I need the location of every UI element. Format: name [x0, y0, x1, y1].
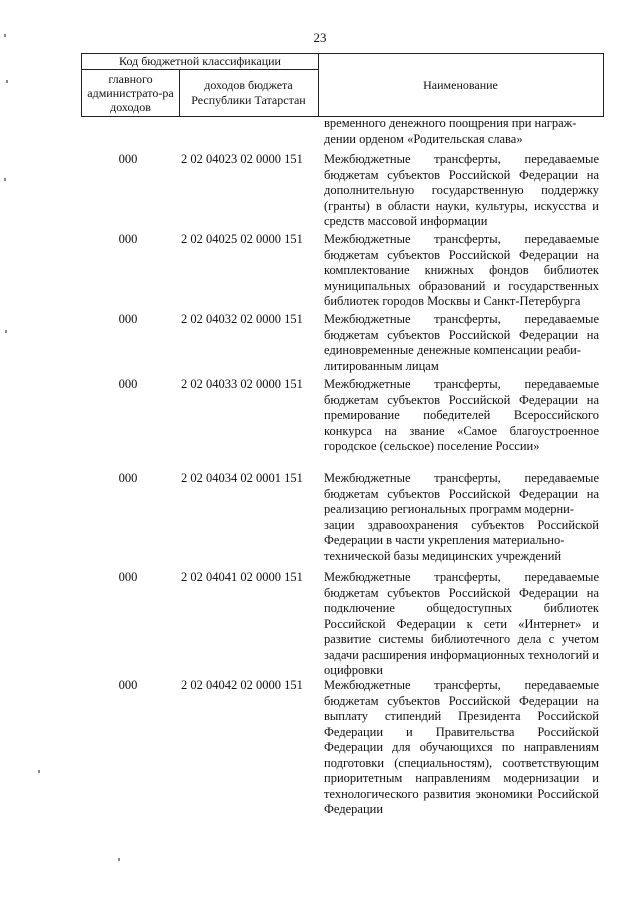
- header-admin-column: [82, 69, 180, 116]
- name-cell: Межбюджетные трансферты, передаваемые бюджетам субъектов Российской Федерации на подключение общедоступных библиотек Российской Федерации к сети «Интернет» и развитие системы библиотечного дела с учетом задачи расширения информационных технологий и оцифровки: [324, 570, 599, 677]
- name-cell: Межбюджетные трансферты, передаваемые бюджетам субъектов Российской Федерации на комплектование книжных фондов библиотек муниципальных образований и государственных библиотек городов Москвы и Санкт-Петербурга: [324, 232, 599, 308]
- name-cell: Межбюджетные трансферты, передаваемые бюджетам субъектов Российской Федерации на реализацию региональных программ модерни- зации здравоохранения субъектов Российской Федерации в части укрепления материально- технической базы медицинских учреждений: [324, 471, 599, 563]
- admin-code-cell: 000: [118, 678, 138, 692]
- scan-mark: [4, 34, 6, 37]
- header-code-column: [179, 69, 318, 116]
- scan-mark: [6, 80, 8, 83]
- table-header: [81, 53, 604, 117]
- name-cell: Межбюджетные трансферты, передаваемые бюджетам субъектов Российской Федерации на премирование победителей Всероссийского конкурса на звание «Самое благоустроенное городское (сельское) поселение России»: [324, 377, 599, 453]
- admin-code-cell: 000: [118, 471, 138, 485]
- revenue-code-cell: 2 02 04041 02 0000 151: [181, 570, 303, 584]
- header-code-label: доходов бюджета Республики Татарстан: [191, 77, 306, 107]
- scan-mark: [5, 330, 7, 333]
- admin-code-cell: 000: [118, 232, 138, 246]
- page-number: 23: [313, 30, 327, 45]
- revenue-code-cell: 2 02 04042 02 0000 151: [181, 678, 303, 692]
- name-cell: Межбюджетные трансферты, передаваемые бюджетам субъектов Российской Федерации на дополнительную государственную поддержку (гранты) в области науки, культуры, искусства и средств массовой информации: [324, 152, 599, 228]
- budget-classification-code-header: [82, 54, 319, 116]
- name-cell: Межбюджетные трансферты, передаваемые бюджетам субъектов Российской Федерации на единовременные денежные компенсации реаби- литированным лицам: [324, 312, 599, 373]
- header-name-column: [318, 54, 603, 116]
- name-cell: Межбюджетные трансферты, передаваемые бюджетам субъектов Российской Федерации на выплату стипендий Президента Российской Федерации и Правительства Российской Федерации для обучающихся по направлениям подготовки (специальностям), соответствующим приоритетным направлениям модернизации и технологического развития экономики Российской Федерации: [324, 678, 599, 816]
- admin-code-cell: 000: [118, 377, 138, 391]
- revenue-code-cell: 2 02 04034 02 0001 151: [181, 471, 303, 485]
- continued-name-text: временного денежного поощрения при награж- дении орденом «Родительская слава»: [324, 116, 577, 146]
- scan-mark: [118, 858, 120, 861]
- header-name-label: Наименование: [423, 77, 498, 92]
- scan-mark: [4, 178, 6, 181]
- admin-code-cell: 000: [118, 570, 138, 584]
- revenue-code-cell: 2 02 04032 02 0000 151: [181, 312, 303, 326]
- header-group-label: Код бюджетной классификации: [82, 54, 318, 70]
- scan-mark: [38, 770, 40, 773]
- header-admin-label: главного администрато-ра доходов: [87, 71, 174, 114]
- revenue-code-cell: 2 02 04023 02 0000 151: [181, 152, 303, 166]
- revenue-code-cell: 2 02 04033 02 0000 151: [181, 377, 303, 391]
- revenue-code-cell: 2 02 04025 02 0000 151: [181, 232, 303, 246]
- admin-code-cell: 000: [118, 312, 138, 326]
- admin-code-cell: 000: [118, 152, 138, 166]
